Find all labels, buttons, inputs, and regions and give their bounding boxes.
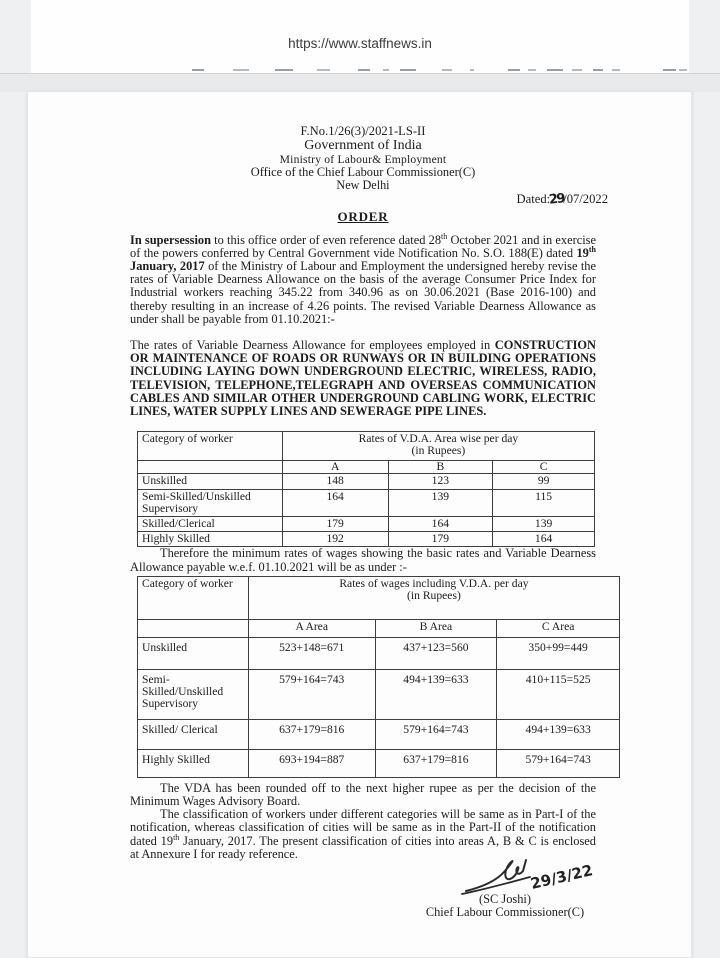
table2-col-c: C Area — [497, 619, 620, 637]
org-city: New Delhi — [336, 178, 390, 193]
dated-line — [130, 193, 608, 206]
table-row: Skilled/Clerical 179 164 139 — [138, 517, 595, 532]
paragraph-supersession: In supersession to this office order of even reference dated 28th October 2021 and in exercise of the powers conferred by Central Government vide Notification No. S.O. 188(E) dated 19th January, 2017 of the Ministry of Labour and Employment the undersigned hereby revise the rates of Variable Dearness Allowance on the basis of the average Consumer Price Index for Industrial workers reaching 345.22 from 340.96 as on 30.06.2021 (Base 2016-100) and thereby resulting in an increase of 4.26 points. The revised Variable Dearness Allowance as under shall be payable from 01.10.2021:- — [130, 231, 597, 326]
signatory-name: (SC Joshi) — [479, 892, 531, 907]
table1-col-b: B — [388, 461, 493, 474]
file-number: F.No.1/26(3)/2021-LS-II — [300, 124, 426, 138]
paragraph-therefore: Therefore the minimum rates of wages showing the basic rates and Variable Dearness Allowance payable w.e.f. 01.10.2021 will be as under :- — [130, 546, 596, 574]
org-office: Office of the Chief Labour Commissioner(C) — [250, 165, 476, 180]
dated-label: Dated: — [516, 192, 551, 207]
table1-col1-header: Category of worker — [138, 432, 283, 461]
wages-table — [137, 576, 620, 778]
org-ministry: Ministry of Labour& Employment — [279, 153, 447, 167]
signature-date: 29/3/22 — [528, 861, 595, 893]
table-row: Skilled/ Clerical 637+179=816 579+164=743 494+139=633 — [138, 719, 620, 749]
table1-empty-cell — [138, 461, 283, 474]
signature-block — [400, 855, 610, 919]
paragraph-classification: The classification of workers under different categories will be same as in Part-I of the notification, whereas classification of cities will be same as in the Part-II of the notification dated 19th January, 2017. The present classification of cities into areas A, B & C is enclosed at Annexure I for ready reference. — [130, 807, 596, 861]
table1-group-header: Rates of V.D.A. Area wise per day (in Rupees) — [282, 432, 594, 461]
table-row: Highly Skilled 693+194=887 637+179=816 579+164=743 — [138, 749, 620, 777]
table1-col-a: A — [282, 461, 388, 474]
order-title: ORDER — [337, 209, 389, 225]
table-row: Semi-Skilled/Unskilled Supervisory 579+164=743 494+139=633 410+115=525 — [138, 669, 620, 719]
vda-rates-table — [137, 431, 595, 547]
table-row: Unskilled 148 123 99 — [138, 474, 595, 489]
signatory-designation: Chief Labour Commissioner(C) — [425, 905, 585, 920]
separator-band — [0, 73, 720, 92]
paragraph-scope: The rates of Variable Dearness Allowance for employees employed in CONSTRUCTION OR MAINTENANCE OF ROADS OR RUNWAYS OR IN BUILDING OPERATIONS INCLUDING LAYING DOWN UNDERGROUND ELECTRIC, WIRELESS, RADIO, TELEVISION, TELEPHONE,TELEGRAPH AND OVERSEAS COMMUNICATION CABLES AND SIMILAR OTHER UNDERGROUND CABLING WORK, ELECTRIC LINES, WATER SUPPLY LINES AND SEWERAGE PIPE LINES. — [130, 338, 596, 419]
table-row: Unskilled 523+148=671 437+123=560 350+99=449 — [138, 637, 620, 669]
table1-col-c: C — [493, 461, 595, 474]
table2-empty-cell — [138, 619, 249, 637]
table2-col-a: A Area — [248, 619, 375, 637]
table-row: Semi-Skilled/Unskilled Supervisory 164 139 115 — [138, 489, 595, 516]
document-page — [27, 91, 692, 958]
org-government: Government of India — [304, 138, 422, 154]
table2-col1-header: Category of worker — [138, 576, 249, 619]
source-url: https://www.staffnews.in — [288, 36, 432, 51]
paragraph-vda-rounded: The VDA has been rounded off to the next higher rupee as per the decision of the Minimum Wages Advisory Board. — [130, 780, 596, 809]
table-row: Highly Skilled 192 179 164 — [138, 532, 595, 547]
handwritten-day: 29 — [548, 191, 565, 208]
table2-col-b: B Area — [375, 619, 497, 637]
print-header — [31, 0, 689, 73]
dated-rest: /07/2022 — [563, 192, 608, 207]
table2-group-header: Rates of wages including V.D.A. per day (in Rupees) — [248, 576, 619, 619]
